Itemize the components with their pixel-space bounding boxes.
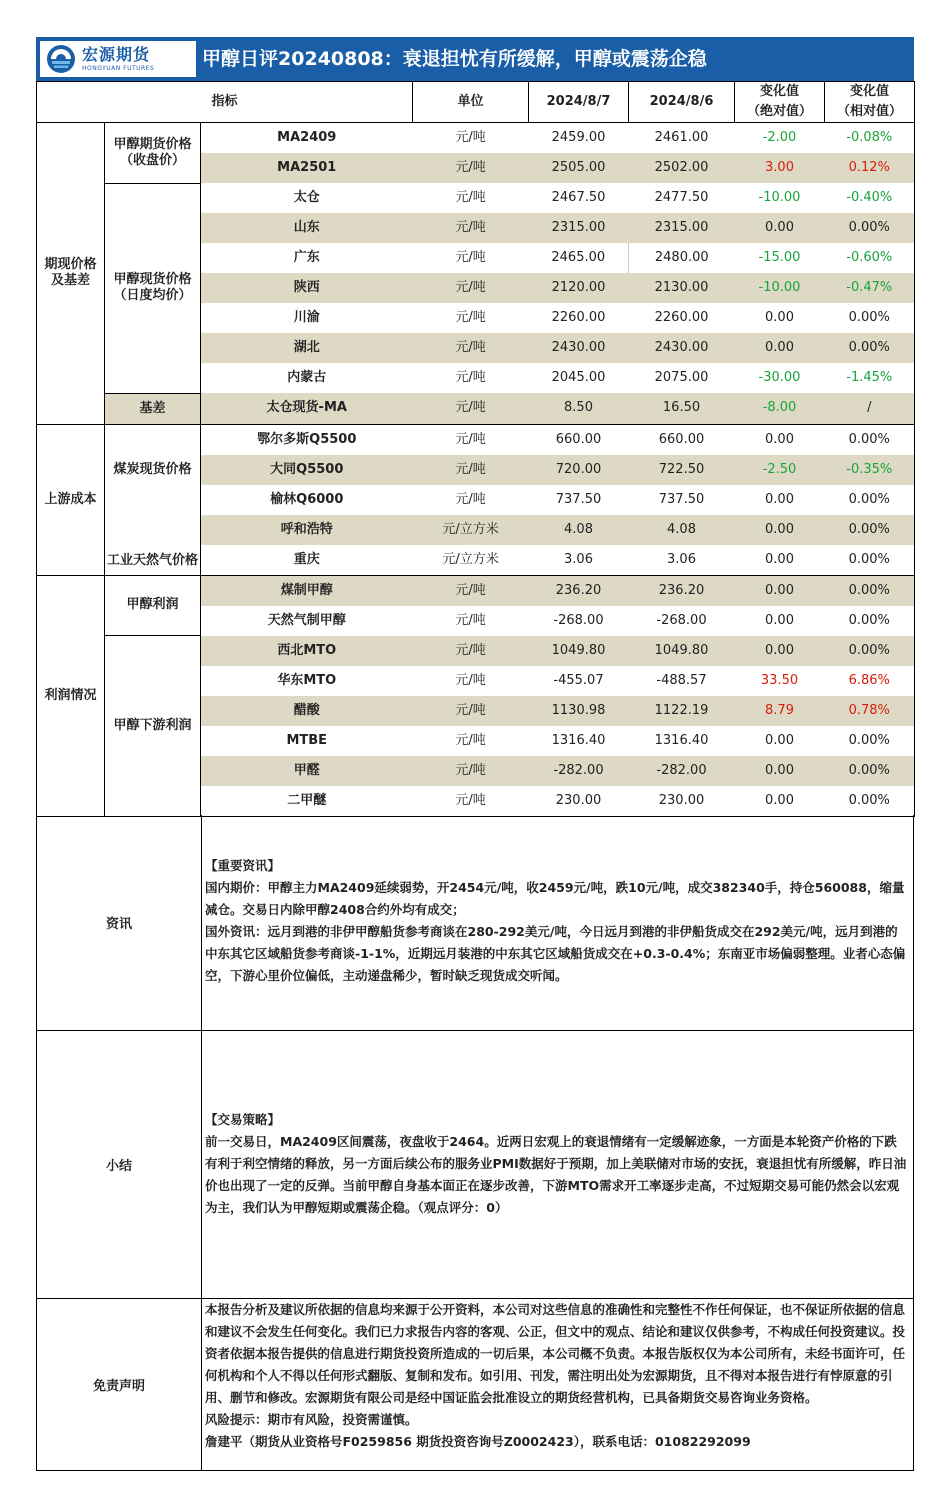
row-name: 湖北 bbox=[201, 333, 413, 363]
row-value-date2: 2430.00 bbox=[629, 333, 735, 363]
row-unit: 元/吨 bbox=[455, 190, 486, 205]
row-value-date2: 1122.19 bbox=[629, 696, 735, 726]
row-value-date2: -488.57 bbox=[656, 672, 707, 688]
row-value-date1: 2045.00 bbox=[551, 370, 606, 385]
price-table bbox=[36, 81, 915, 817]
row-change-rel: 0.00% bbox=[825, 786, 915, 817]
row-change-abs: 0.00 bbox=[735, 575, 825, 606]
row-value-date2: 16.50 bbox=[629, 393, 735, 424]
row-value-date1: -282.00 bbox=[529, 756, 629, 786]
row-change-abs: -8.00 bbox=[735, 393, 825, 424]
row-change-rel: 0.00% bbox=[825, 545, 915, 576]
category-profit: 利润情况 bbox=[37, 575, 105, 816]
row-change-rel: 0.00% bbox=[825, 424, 915, 455]
row-change-abs: 0.00 bbox=[765, 310, 794, 325]
analyst-contact: 詹建平（期货从业资格号F0259856 期货投资咨询号Z0002423），联系电话：01082292099 bbox=[205, 1434, 751, 1449]
row-change-rel: 0.78% bbox=[825, 696, 915, 726]
title-banner bbox=[36, 37, 914, 81]
row-change-abs: 33.50 bbox=[760, 672, 799, 688]
row-name: 呼和浩特 bbox=[201, 515, 413, 545]
row-value-date1: 3.06 bbox=[529, 545, 629, 576]
row-value-date2: 2502.00 bbox=[629, 153, 735, 183]
row-change-abs: 0.00 bbox=[735, 756, 825, 786]
row-unit: 元/吨 bbox=[455, 672, 486, 688]
summary-label: 小结 bbox=[37, 1031, 202, 1298]
col-date1: 2024/8/7 bbox=[529, 82, 629, 123]
row-unit: 元/吨 bbox=[455, 491, 486, 507]
brand-name-en: HONGYUAN FUTURES bbox=[82, 64, 155, 72]
row-unit: 元/吨 bbox=[455, 250, 486, 265]
row-value-date1: -268.00 bbox=[553, 612, 604, 628]
row-value-date2: 2315.00 bbox=[629, 213, 735, 243]
row-change-rel: 0.00% bbox=[825, 575, 915, 606]
row-name: 重庆 bbox=[201, 545, 413, 576]
row-unit: 元/吨 bbox=[413, 153, 529, 183]
col-change-rel: 变化值 （相对值） bbox=[825, 82, 915, 123]
row-value-date2: 2260.00 bbox=[654, 310, 709, 325]
subcat-coal: 煤炭现货价格 bbox=[105, 424, 201, 515]
table-row bbox=[37, 123, 915, 154]
row-value-date2: 2480.00 bbox=[629, 243, 735, 273]
subcat-downstream-profit: 甲醇下游利润 bbox=[105, 636, 201, 817]
row-name: 天然气制甲醇 bbox=[267, 612, 346, 628]
news-overseas: 国外资讯：远月到港的非伊甲醇船货参考商谈在280-292美元/吨，今日远月到港的非伊船货成交在292美元/吨，远月到港的中东其它区域船货参考商谈-1-1%，近期远月装港的中东其它区域船货成交在+0.3-0.4%；东南亚市场偏弱整理。业者心态偏空，下游心里价位偏低，主动递盘稀少，暂时缺乏现货成交听闻。 bbox=[205, 924, 906, 983]
row-unit: 元/吨 bbox=[413, 333, 529, 363]
row-value-date2: 2075.00 bbox=[654, 370, 709, 385]
row-unit: 元/吨 bbox=[413, 636, 529, 666]
summary-heading: 【交易策略】 bbox=[205, 1112, 281, 1127]
category-spot-basis: 期现价格 及基差 bbox=[37, 123, 105, 425]
disclaimer-label: 免责声明 bbox=[37, 1299, 202, 1470]
row-name: 川渝 bbox=[293, 310, 320, 325]
report-sheet bbox=[36, 37, 914, 1449]
row-value-date1: 660.00 bbox=[555, 431, 602, 447]
row-name: MTBE bbox=[286, 732, 328, 748]
row-unit: 元/吨 bbox=[413, 273, 529, 303]
row-value-date2: 3.06 bbox=[629, 545, 735, 576]
row-value-date2: 1316.40 bbox=[654, 732, 709, 748]
row-value-date1: 737.50 bbox=[555, 491, 602, 507]
row-unit: 元/吨 bbox=[413, 786, 529, 817]
table-row bbox=[37, 424, 915, 455]
row-value-date2: 236.20 bbox=[629, 575, 735, 606]
row-name: 西北MTO bbox=[201, 636, 413, 666]
row-unit: 元/吨 bbox=[455, 130, 486, 145]
row-value-date2: 2477.50 bbox=[654, 190, 709, 205]
row-change-abs: 3.00 bbox=[735, 153, 825, 183]
subcat-spot: 甲醇现货价格 （日度均价） bbox=[105, 183, 201, 393]
table-header bbox=[37, 82, 915, 123]
row-unit: 元/吨 bbox=[413, 213, 529, 243]
row-change-abs: 0.00 bbox=[735, 545, 825, 576]
row-unit: 元/吨 bbox=[455, 612, 486, 628]
row-unit: 元/立方米 bbox=[413, 545, 529, 576]
subcat-gas: 工业天然气价格 bbox=[105, 515, 201, 576]
row-unit: 元/吨 bbox=[413, 696, 529, 726]
row-name: 大同Q5500 bbox=[201, 455, 413, 485]
row-name: MA2501 bbox=[201, 153, 413, 183]
row-name: 鄂尔多斯Q5500 bbox=[257, 431, 357, 447]
row-value-date2: 660.00 bbox=[658, 431, 705, 447]
row-change-rel: -0.47% bbox=[825, 273, 915, 303]
row-change-abs: -2.00 bbox=[762, 130, 797, 145]
row-unit: 元/吨 bbox=[455, 370, 486, 385]
row-name: 山东 bbox=[201, 213, 413, 243]
news-label: 资讯 bbox=[37, 815, 202, 1030]
row-value-date1: 1049.80 bbox=[529, 636, 629, 666]
row-change-abs: 0.00 bbox=[735, 515, 825, 545]
summary-strategy: 前一交易日，MA2409区间震荡，夜盘收于2464。近两日宏观上的衰退情绪有一定缓解迹象，一方面是本轮资产价格的下跌有利于利空情绪的释放，另一方面后续公布的服务业PMI数据好于预期，加上美联储对市场的安抚，衰退担忧有所缓解，昨日油价也出现了一定的反弹。当前甲醇自身基本面正在逐步改善，下游MTO需求开工率逐步走高，不过短期交易可能仍然会以宏观为主，我们认为甲醇短期或震荡企稳。（观点评分：0） bbox=[205, 1134, 907, 1215]
news-body bbox=[205, 855, 909, 987]
row-name: 广东 bbox=[293, 250, 320, 265]
row-change-rel: 0.00% bbox=[825, 485, 915, 515]
row-change-rel: -0.60% bbox=[825, 243, 915, 273]
row-value-date1: 2315.00 bbox=[529, 213, 629, 243]
row-change-abs: -2.50 bbox=[735, 455, 825, 485]
row-value-date2: 2130.00 bbox=[629, 273, 735, 303]
row-unit: 元/吨 bbox=[413, 455, 529, 485]
row-value-date1: -455.07 bbox=[553, 672, 604, 688]
row-change-rel: -1.45% bbox=[825, 363, 915, 393]
row-value-date1: 1130.98 bbox=[529, 696, 629, 726]
row-value-date2: -282.00 bbox=[629, 756, 735, 786]
row-unit: 元/吨 bbox=[455, 431, 486, 447]
row-change-rel: 0.00% bbox=[825, 756, 915, 786]
row-value-date2: -268.00 bbox=[656, 612, 707, 628]
table-row bbox=[37, 575, 915, 606]
summary-section bbox=[36, 1031, 914, 1299]
row-name: 太仓现货-MA bbox=[201, 393, 413, 424]
row-value-date2: 230.00 bbox=[629, 786, 735, 817]
disclaimer-text: 本报告分析及建议所依据的信息均来源于公开资料，本公司对这些信息的准确性和完整性不作任何保证，也不保证所依据的信息和建议不会发生任何变化。我们已力求报告内容的客观、公正，但文中的观点、结论和建议仅供参考，不构成任何投资建议。投资者依据本报告提供的信息进行期货投资所造成的一切后果，本公司概不负责。本报告版权仅为本公司所有，未经书面许可，任何机构和个人不得以任何形式翻版、复制和发布。如引用、刊发，需注明出处为宏源期货，且不得对本报告进行有悖原意的引用、删节和修改。宏源期货有限公司是经中国证监会批准设立的期货经营机构，已具备期货交易咨询业务资格。 bbox=[205, 1302, 906, 1405]
disclaimer-section bbox=[36, 1299, 914, 1471]
row-value-date1: 2505.00 bbox=[529, 153, 629, 183]
col-change-abs: 变化值 （绝对值） bbox=[735, 82, 825, 123]
subcat-basis: 基差 bbox=[105, 393, 201, 424]
row-value-date2: 4.08 bbox=[629, 515, 735, 545]
hongyuan-logo-icon bbox=[46, 44, 76, 74]
row-change-abs: -10.00 bbox=[735, 273, 825, 303]
row-value-date1: 2465.00 bbox=[551, 250, 606, 265]
row-name: 榆林Q6000 bbox=[270, 491, 344, 507]
row-name: MA2409 bbox=[277, 130, 337, 145]
col-indicator: 指标 bbox=[37, 82, 413, 123]
row-unit: 元/吨 bbox=[413, 393, 529, 424]
row-change-rel: 0.00% bbox=[825, 333, 915, 363]
col-date2: 2024/8/6 bbox=[629, 82, 735, 123]
row-value-date2: 1049.80 bbox=[629, 636, 735, 666]
row-change-rel: 0.00% bbox=[825, 213, 915, 243]
news-heading: 【重要资讯】 bbox=[205, 858, 281, 873]
col-unit: 单位 bbox=[413, 82, 529, 123]
row-unit: 元/吨 bbox=[413, 756, 529, 786]
table-row bbox=[37, 515, 915, 545]
row-change-abs: -15.00 bbox=[758, 250, 801, 265]
category-upstream: 上游成本 bbox=[37, 424, 105, 575]
summary-body bbox=[205, 1109, 909, 1219]
row-name: 太仓 bbox=[293, 190, 320, 205]
row-name: 陕西 bbox=[201, 273, 413, 303]
row-name: 二甲醚 bbox=[201, 786, 413, 817]
row-change-rel: 0.00% bbox=[825, 726, 915, 756]
row-value-date1: 1316.40 bbox=[551, 732, 606, 748]
row-change-abs: 0.00 bbox=[765, 732, 794, 748]
subcat-futures: 甲醇期货价格 （收盘价） bbox=[105, 123, 201, 184]
row-change-abs: 0.00 bbox=[735, 333, 825, 363]
row-change-abs: 0.00 bbox=[765, 612, 794, 628]
row-change-rel: / bbox=[825, 393, 915, 424]
row-value-date1: 236.20 bbox=[529, 575, 629, 606]
row-change-rel: -0.40% bbox=[825, 183, 915, 213]
news-section bbox=[36, 815, 914, 1031]
row-value-date2: 2461.00 bbox=[654, 130, 709, 145]
row-value-date1: 720.00 bbox=[529, 455, 629, 485]
row-change-abs: 0.00 bbox=[765, 431, 794, 447]
row-value-date1: 2459.00 bbox=[551, 130, 606, 145]
brand-logo bbox=[40, 41, 196, 77]
row-change-abs: 0.00 bbox=[735, 213, 825, 243]
report-title: 甲醇日评20240808：衰退担忧有所缓解，甲醇或震荡企稳 bbox=[202, 48, 707, 70]
row-value-date1: 4.08 bbox=[529, 515, 629, 545]
row-value-date1: 2430.00 bbox=[529, 333, 629, 363]
risk-warning: 风险提示：期市有风险，投资需谨慎。 bbox=[205, 1412, 418, 1427]
row-change-abs: 0.00 bbox=[735, 786, 825, 817]
row-value-date2: 722.50 bbox=[629, 455, 735, 485]
row-change-rel: -0.35% bbox=[825, 455, 915, 485]
row-unit: 元/吨 bbox=[455, 310, 486, 325]
news-domestic: 国内期价：甲醇主力MA2409延续弱势，开2454元/吨，收2459元/吨，跌10元/吨，成交382340手，持仓560088，缩量减仓。交易日内除甲醇2408合约外均有成交； bbox=[205, 880, 905, 917]
row-value-date1: 2467.50 bbox=[551, 190, 606, 205]
row-change-abs: 8.79 bbox=[735, 696, 825, 726]
row-unit: 元/吨 bbox=[455, 732, 486, 748]
row-change-abs: 0.00 bbox=[735, 636, 825, 666]
row-name: 内蒙古 bbox=[287, 370, 327, 385]
table-row bbox=[37, 183, 915, 213]
disclaimer-body bbox=[205, 1299, 909, 1453]
row-change-rel: 0.00% bbox=[825, 515, 915, 545]
row-name: 华东MTO bbox=[277, 672, 337, 688]
subcat-methanol-profit: 甲醇利润 bbox=[105, 575, 201, 636]
row-value-date1: 2260.00 bbox=[551, 310, 606, 325]
row-change-abs: 0.00 bbox=[765, 491, 794, 507]
table-row bbox=[37, 393, 915, 424]
row-change-abs: -10.00 bbox=[758, 190, 801, 205]
brand-name-cn: 宏源期货 bbox=[82, 44, 151, 64]
row-change-rel: 0.00% bbox=[825, 636, 915, 666]
row-change-rel: -0.08% bbox=[825, 123, 915, 154]
row-unit: 元/立方米 bbox=[413, 515, 529, 545]
row-change-rel: 0.00% bbox=[825, 303, 915, 333]
row-change-rel: 6.86% bbox=[825, 666, 915, 696]
row-change-abs: -30.00 bbox=[758, 370, 801, 385]
row-name: 甲醛 bbox=[201, 756, 413, 786]
table-row bbox=[37, 636, 915, 666]
row-value-date1: 230.00 bbox=[529, 786, 629, 817]
row-change-rel: 0.12% bbox=[825, 153, 915, 183]
row-value-date1: 8.50 bbox=[529, 393, 629, 424]
row-name: 煤制甲醇 bbox=[201, 575, 413, 606]
row-value-date2: 737.50 bbox=[658, 491, 705, 507]
row-name: 醋酸 bbox=[201, 696, 413, 726]
row-unit: 元/吨 bbox=[413, 575, 529, 606]
row-value-date1: 2120.00 bbox=[529, 273, 629, 303]
row-change-rel: 0.00% bbox=[825, 606, 915, 636]
